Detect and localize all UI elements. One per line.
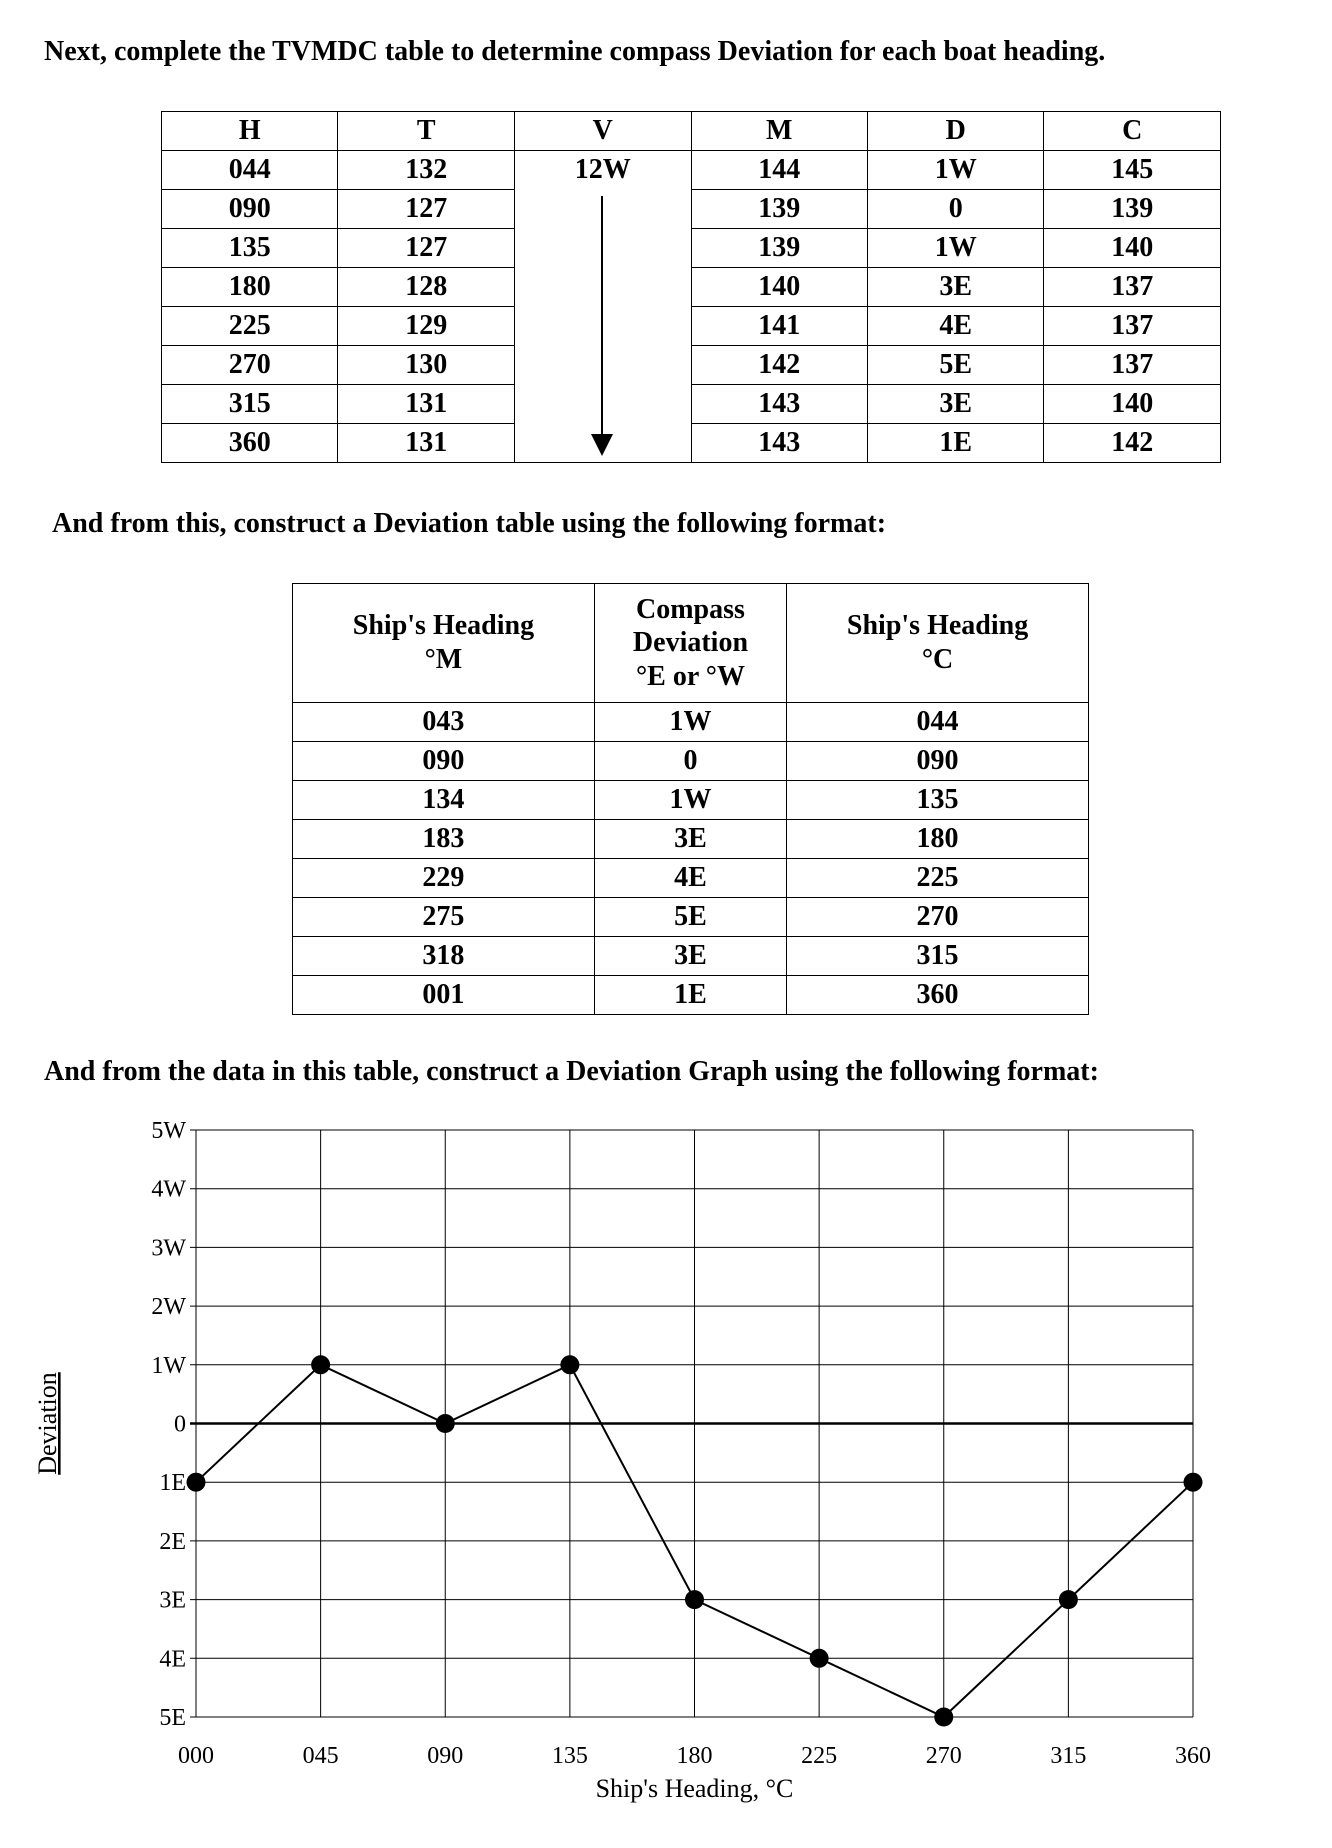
deviation-table (292, 583, 1089, 1015)
y-tick-label: 0 (174, 1411, 186, 1438)
tvmdc-cell: 225 (162, 307, 338, 346)
tvmdc-cell: 3E (867, 385, 1043, 424)
dev-row (293, 820, 1089, 859)
tvmdc-cell: 135 (162, 229, 338, 268)
y-axis-label: Deviation (33, 1372, 62, 1475)
tvmdc-cell: 1E (867, 424, 1043, 463)
dev-cell: 135 (787, 781, 1089, 820)
tvmdc-cell: 3E (867, 268, 1043, 307)
tvmdc-cell: 137 (1044, 268, 1221, 307)
tvmdc-col-d: D (867, 112, 1043, 151)
x-tick-label: 180 (676, 1743, 713, 1769)
dev-cell: 090 (787, 742, 1089, 781)
x-tick-label: 045 (302, 1743, 339, 1769)
tvmdc-cell: 127 (338, 190, 514, 229)
tvmdc-table (161, 111, 1221, 463)
tvmdc-cell: 143 (691, 385, 867, 424)
dev-col-deviation (594, 584, 786, 703)
tvmdc-row (162, 268, 1221, 307)
tvmdc-cell: 144 (691, 151, 867, 190)
tvmdc-cell: 1W (867, 151, 1043, 190)
dev-col-heading-c (787, 584, 1089, 703)
tvmdc-header-row (162, 112, 1221, 151)
y-tick-label: 3E (159, 1587, 186, 1614)
tvmdc-cell: 4E (867, 307, 1043, 346)
tvmdc-cell: 0 (867, 190, 1043, 229)
dev-cell: 1E (594, 976, 786, 1015)
tvmdc-col-t: T (338, 112, 514, 151)
x-tick-label: 225 (801, 1743, 838, 1769)
dev-cell: 3E (594, 937, 786, 976)
deviation-graph (0, 1110, 1332, 1848)
tvmdc-cell: 137 (1044, 346, 1221, 385)
dev-cell: 318 (293, 937, 595, 976)
tvmdc-cell: 137 (1044, 307, 1221, 346)
dev-cell: 134 (293, 781, 595, 820)
tvmdc-cell: 270 (162, 346, 338, 385)
tvmdc-cell: 142 (691, 346, 867, 385)
tvmdc-row (162, 385, 1221, 424)
dev-col-deviation-line1: Compass (636, 593, 745, 625)
deviation-table-header-row (293, 584, 1089, 703)
tvmdc-cell: 142 (1044, 424, 1221, 463)
tvmdc-cell: 127 (338, 229, 514, 268)
tvmdc-cell: 140 (691, 268, 867, 307)
x-axis-label: Ship's Heading, °C (595, 1774, 794, 1803)
tvmdc-row (162, 307, 1221, 346)
tvmdc-cell: 315 (162, 385, 338, 424)
tvmdc-cell: 140 (1044, 385, 1221, 424)
y-tick-label: 1W (151, 1352, 186, 1379)
dev-cell: 044 (787, 703, 1089, 742)
dev-cell: 043 (293, 703, 595, 742)
dev-row (293, 859, 1089, 898)
dev-cell: 180 (787, 820, 1089, 859)
tvmdc-row (162, 346, 1221, 385)
y-tick-label: 2E (159, 1528, 186, 1555)
deviation-graph-heading: And from the data in this table, construct a Deviation Graph using the following format: (44, 1056, 1099, 1087)
data-point (187, 1473, 206, 1492)
dev-row (293, 781, 1089, 820)
dev-cell: 3E (594, 820, 786, 859)
data-point (560, 1355, 579, 1374)
data-point (1059, 1590, 1078, 1609)
x-tick-label: 360 (1175, 1743, 1211, 1769)
dev-col-heading-c-line2: °C (921, 644, 954, 675)
tvmdc-cell: 145 (1044, 151, 1221, 190)
data-point (311, 1355, 330, 1374)
dev-row (293, 898, 1089, 937)
tvmdc-cell: 131 (338, 385, 514, 424)
tvmdc-heading: Next, complete the TVMDC table to determine compass Deviation for each boat heading. (44, 36, 1106, 67)
tvmdc-cell: 139 (691, 190, 867, 229)
y-tick-label: 5E (159, 1705, 186, 1731)
tvmdc-cell: 12W (514, 151, 691, 190)
dev-cell: 183 (293, 820, 595, 859)
tvmdc-col-c: C (1044, 112, 1221, 151)
dev-cell: 001 (293, 976, 595, 1015)
tvmdc-cell: 131 (338, 424, 514, 463)
y-tick-label: 3W (151, 1235, 186, 1262)
data-point (436, 1414, 455, 1433)
dev-row (293, 742, 1089, 781)
data-point (685, 1590, 704, 1609)
tvmdc-cell: 360 (162, 424, 338, 463)
tvmdc-col-v: V (514, 112, 691, 151)
dev-row (293, 976, 1089, 1015)
y-tick-label: 5W (151, 1118, 186, 1144)
y-tick-label: 4W (151, 1176, 186, 1203)
dev-cell: 5E (594, 898, 786, 937)
dev-col-deviation-line3: °E or °W (635, 660, 745, 692)
dev-cell: 1W (594, 781, 786, 820)
dev-col-heading-m (293, 584, 595, 703)
variation-down-arrow-icon (587, 196, 617, 458)
data-point (810, 1649, 829, 1668)
tvmdc-row (162, 424, 1221, 463)
dev-col-heading-m-line1: Ship's Heading (352, 610, 535, 642)
dev-cell: 0 (594, 742, 786, 781)
tvmdc-cell: 129 (338, 307, 514, 346)
x-tick-label: 315 (1050, 1743, 1087, 1769)
tvmdc-row (162, 229, 1221, 268)
dev-cell: 275 (293, 898, 595, 937)
y-tick-label: 1E (159, 1470, 186, 1497)
data-point (934, 1708, 953, 1727)
tvmdc-cell: 130 (338, 346, 514, 385)
dev-col-heading-m-line2: °M (424, 644, 463, 675)
tvmdc-row (162, 190, 1221, 229)
x-tick-label: 135 (551, 1743, 588, 1769)
tvmdc-col-h: H (162, 112, 338, 151)
tvmdc-row (162, 151, 1221, 190)
tvmdc-cell: 180 (162, 268, 338, 307)
tvmdc-col-m: M (691, 112, 867, 151)
dev-cell: 360 (787, 976, 1089, 1015)
dev-row (293, 937, 1089, 976)
deviation-table-heading: And from this, construct a Deviation table using the following format: (52, 508, 887, 539)
dev-cell: 315 (787, 937, 1089, 976)
x-tick-label: 090 (427, 1743, 464, 1769)
data-point (1184, 1473, 1203, 1492)
y-tick-label: 2W (151, 1294, 186, 1321)
dev-cell: 229 (293, 859, 595, 898)
tvmdc-cell: 132 (338, 151, 514, 190)
tvmdc-cell: 139 (1044, 190, 1221, 229)
dev-col-heading-c-line1: Ship's Heading (846, 610, 1029, 642)
dev-col-deviation-line2: Deviation (632, 627, 749, 659)
tvmdc-cell: 143 (691, 424, 867, 463)
tvmdc-cell: 128 (338, 268, 514, 307)
dev-row (293, 703, 1089, 742)
tvmdc-cell: 044 (162, 151, 338, 190)
dev-cell: 1W (594, 703, 786, 742)
dev-cell: 270 (787, 898, 1089, 937)
y-tick-label: 4E (159, 1646, 186, 1673)
x-tick-label: 000 (178, 1743, 214, 1769)
dev-cell: 090 (293, 742, 595, 781)
dev-cell: 4E (594, 859, 786, 898)
x-tick-label: 270 (925, 1743, 962, 1769)
tvmdc-cell: 090 (162, 190, 338, 229)
tvmdc-cell: 140 (1044, 229, 1221, 268)
tvmdc-cell: 139 (691, 229, 867, 268)
dev-cell: 225 (787, 859, 1089, 898)
tvmdc-cell: 141 (691, 307, 867, 346)
tvmdc-cell: 1W (867, 229, 1043, 268)
tvmdc-cell: 5E (867, 346, 1043, 385)
